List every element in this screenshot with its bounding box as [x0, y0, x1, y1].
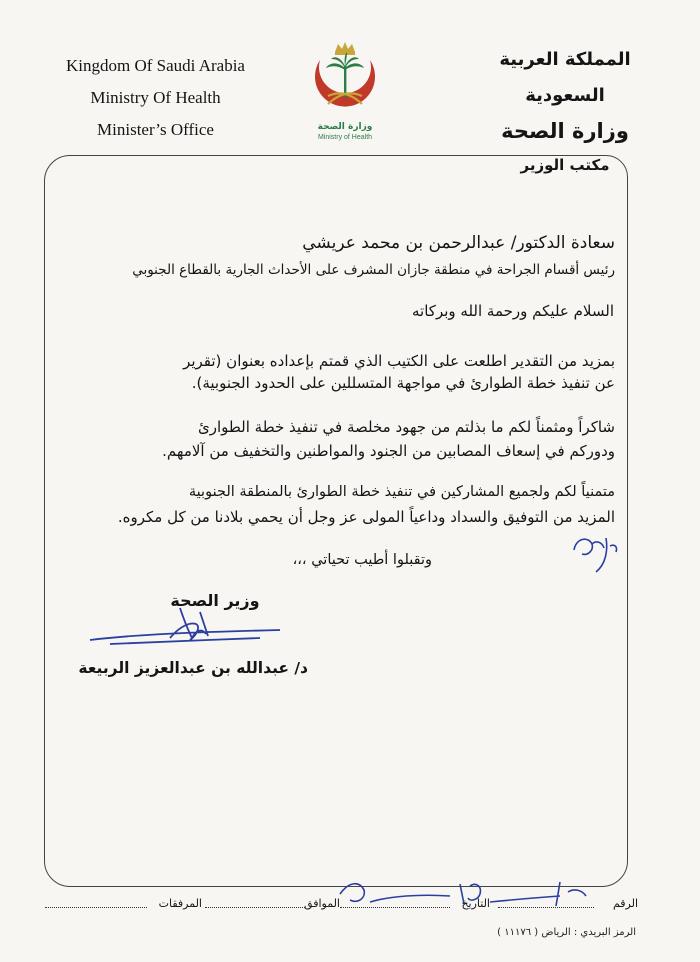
reference-field [498, 907, 594, 908]
reference-label: الرقم [612, 897, 638, 910]
paragraph-line: شاكراً ومثمناً لكم ما بذلتم من جهود مخلصة في تنفيذ خطة الطوارئ [197, 418, 615, 436]
paragraph-line: متمنياً لكم ولجميع المشاركين في تنفيذ خطة الطوارئ بالمنطقة الجنوبية [188, 484, 615, 500]
kingdom-name-ar: المملكة العربية السعودية [499, 49, 631, 106]
paragraph-line: ودوركم في إسعاف المصابين من الجنود والمواطنين والتخفيف من آلامهم. [162, 442, 615, 460]
office-name-ar: مكتب الوزير [520, 156, 610, 174]
salutation: سعادة الدكتور/ عبدالرحمن بن محمد عريشي [302, 233, 615, 253]
signature-icon [80, 600, 320, 660]
postal-code: الرمز البريدي : الرياض ( ١١١٧٦ ) [497, 927, 636, 938]
date-field [340, 907, 450, 908]
salutation-line [302, 233, 615, 253]
paragraph-line: المزيد من التوفيق والسداد وداعياً المولى عز وجل أن يحمي بلادنا من كل مكروه. [117, 508, 615, 526]
signatory-title: وزير الصحة [170, 591, 260, 610]
office-name-en: Minister’s Office [97, 120, 214, 139]
paragraph-line: عن تنفيذ خطة الطوارئ في مواجهة المتسللين على الحدود الجنوبية). [191, 374, 615, 392]
crescent-palm-emblem-icon [300, 38, 390, 122]
signatory-name: د/ عبدالله بن عبدالعزيز الربيعة [78, 659, 308, 677]
logo-text-ar: وزارة الصحة [317, 122, 373, 132]
date-label: التاريخ [461, 897, 490, 910]
ministry-name-en: Ministry Of Health [90, 88, 221, 107]
recipient-position: رئيس أقسام الجراحة في منطقة جازان المشرف على الأحداث الجارية بالقطاع الجنوبي [132, 262, 615, 278]
handwritten-initials-icon [566, 520, 626, 580]
corresponding-label: الموافق [304, 897, 340, 910]
ministry-logo [300, 38, 390, 148]
kingdom-name-en: Kingdom Of Saudi Arabia [66, 56, 245, 75]
paragraph-line: بمزيد من التقدير اطلعت على الكتيب الذي قمتم بإعداده بعنوان (تقرير [183, 352, 615, 370]
greeting: السلام عليكم ورحمة الله وبركاته [412, 302, 614, 320]
corresponding-field [205, 907, 305, 908]
header-english [48, 50, 263, 146]
logo-text-en: Ministry of Health [317, 134, 373, 141]
attachments-label: المرفقات [158, 897, 202, 910]
attachments-field [45, 907, 147, 908]
closing: وتقبلوا أطيب تحياتي ،،، [292, 552, 432, 568]
ministry-name-ar: وزارة الصحة [501, 119, 629, 143]
